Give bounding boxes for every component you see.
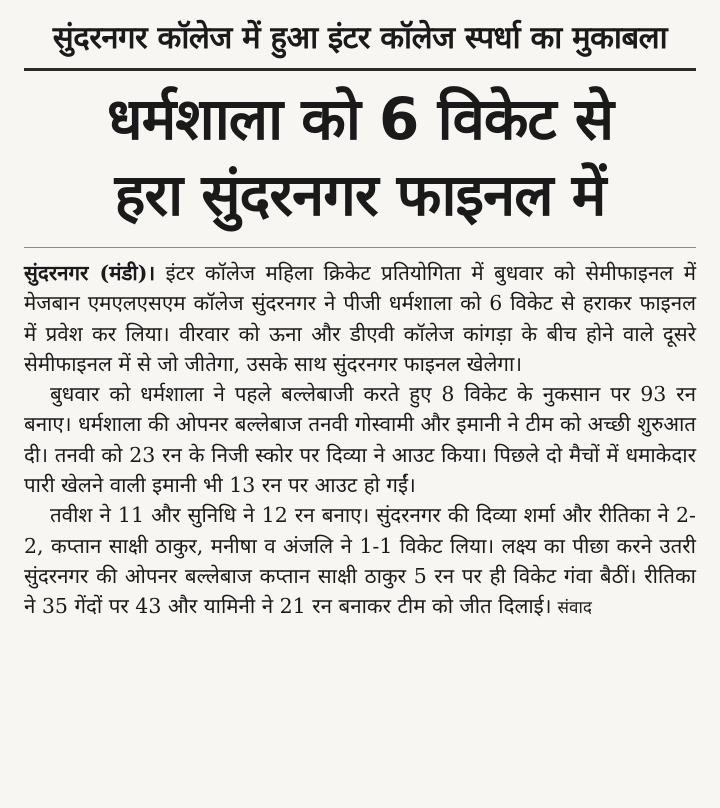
dateline: सुंदरनगर (मंडी)। — [24, 261, 156, 285]
article-body — [24, 258, 696, 624]
byline-credit: संवाद — [557, 598, 592, 619]
divider — [24, 247, 696, 248]
headline-line-1: धर्मशाला को 6 विकेट से — [106, 85, 614, 153]
headline-line-2: हरा सुंदरनगर फाइनल में — [114, 161, 606, 229]
paragraph-2: बुधवार को धर्मशाला ने पहले बल्लेबाजी करते हुए 8 विकेट के नुकसान पर 93 रन बनाए। धर्मशाला की ओपनर बल्लेबाज तनवी गोस्वामी और इमानी ने टीम को अच्छी शुरुआत दी। तनवी को 23 रन के निजी स्कोर पर दिव्या ने आउट किया। पिछले दो मैचों में धमाकेदार पारी खेलने वाली इमानी भी 13 रन पर आउट हो गईं। — [24, 382, 696, 498]
paragraph-3 — [24, 500, 696, 623]
paragraph-3-text: तवीश ने 11 और सुनिधि ने 12 रन बनाए। सुंदरनगर की दिव्या शर्मा और रीतिका ने 2-2, कप्तान साक्षी ठाकुर, मनीषा व अंजलि ने 1-1 विकेट लिया। लक्ष्य का पीछा करने उतरी सुंदरनगर की ओपनर बल्लेबाज कप्तान साक्षी ठाकुर 5 रन पर ही विकेट गंवा बैठीं। रीतिका ने 35 गेंदों पर 43 और यामिनी ने 21 रन बनाकर टीम को जीत दिलाई। — [24, 503, 696, 619]
kicker-headline: सुंदरनगर कॉलेज में हुआ इंटर कॉलेज स्पर्धा का मुकाबला — [24, 18, 696, 71]
paragraph-1 — [24, 258, 696, 379]
main-headline — [24, 81, 696, 233]
paragraph-1-text: इंटर कॉलेज महिला क्रिकेट प्रतियोगिता में बुधवार को सेमीफाइनल में मेजबान एमएलएसएम कॉलेज सुंदरनगर ने पीजी धर्मशाला को 6 विकेट से हराकर फाइनल में प्रवेश कर लिया। वीरवार को ऊना और डीएवी कॉलेज कांगड़ा के बीच होने वाले दूसरे सेमीफाइनल में से जो जीतेगा, उसके साथ सुंदरनगर फाइनल खेलेगा। — [24, 261, 696, 376]
